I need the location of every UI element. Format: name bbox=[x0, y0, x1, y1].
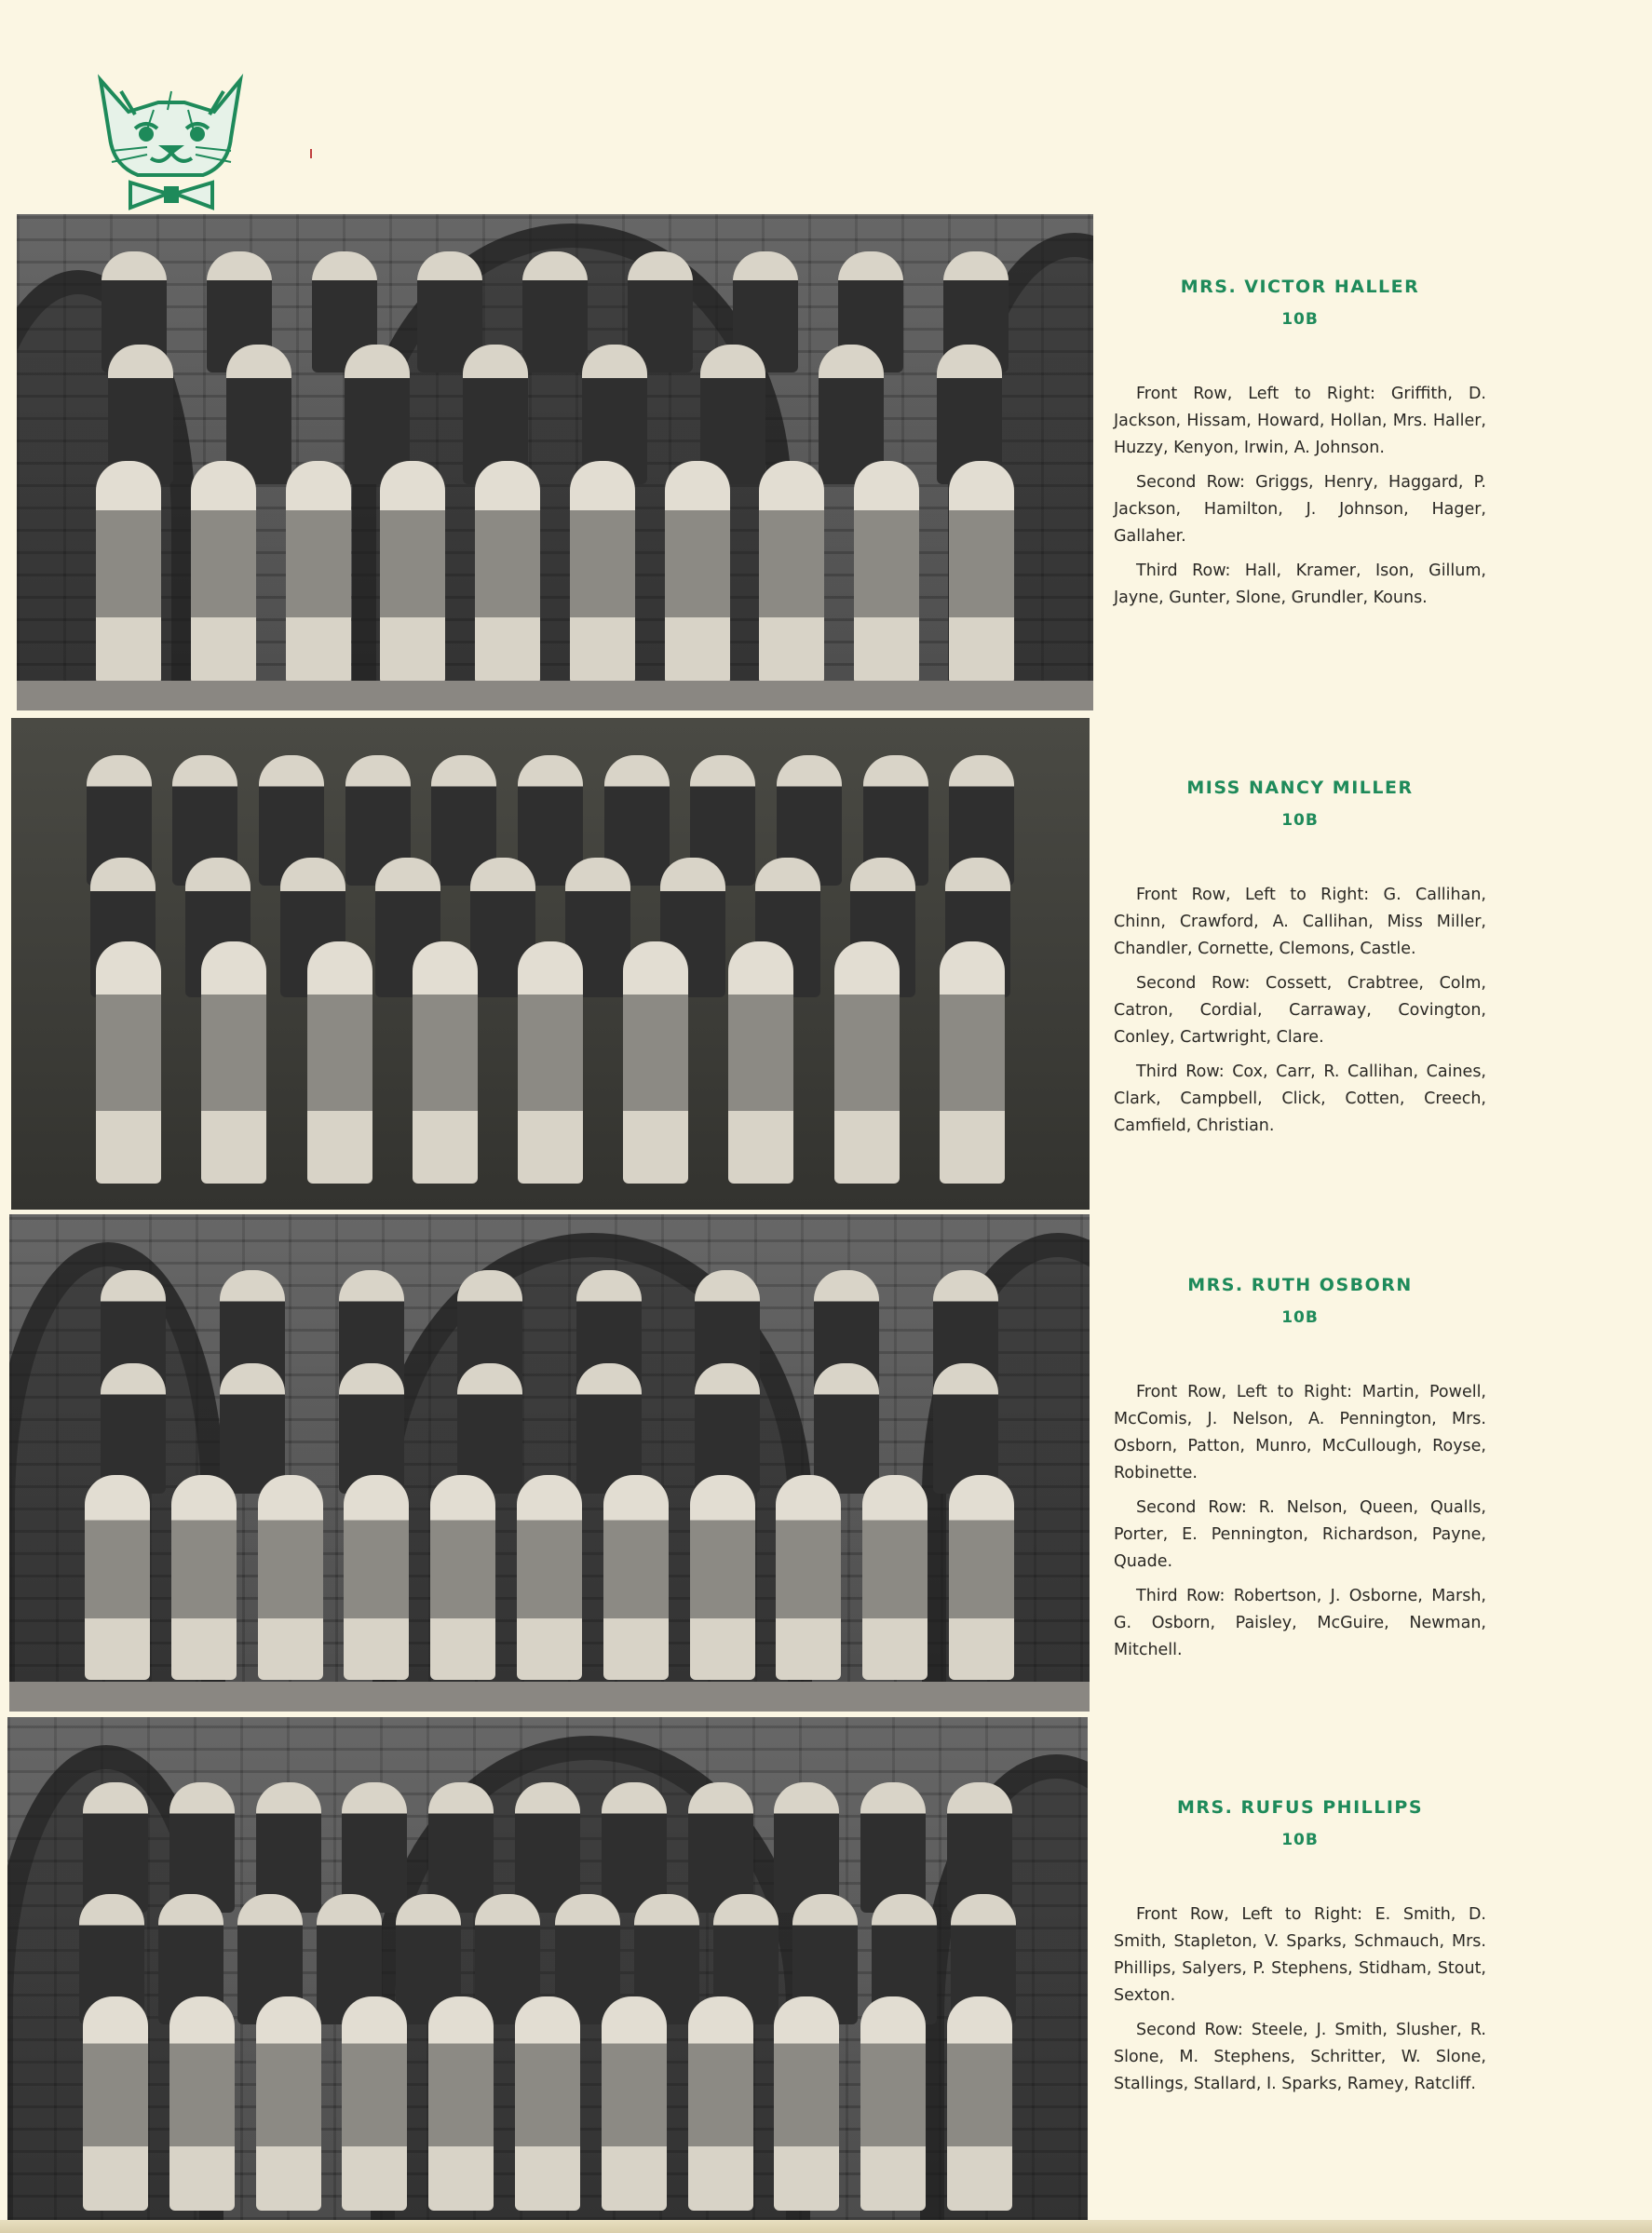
wildcat-head-icon bbox=[93, 73, 247, 212]
class-photo-phillips bbox=[7, 1717, 1088, 2220]
teacher-name: MISS NANCY MILLER bbox=[1186, 778, 1414, 798]
front-row-names: Front Row, Left to Right: Griffith, D. Jackson, Hissam, Howard, Hollan, Mrs. Haller, Huzzy, Kenyon, Irwin, A. Johnson. bbox=[1114, 385, 1486, 457]
page-edge bbox=[0, 2220, 1652, 2233]
grade-label: 10B bbox=[1281, 1308, 1319, 1327]
caption-haller bbox=[1114, 277, 1486, 619]
second-row-names: Second Row: R. Nelson, Queen, Qualls, Porter, E. Pennington, Richardson, Payne, Quade. bbox=[1114, 1498, 1486, 1571]
third-row-names: Third Row: Hall, Kramer, Ison, Gillum, Jayne, Gunter, Slone, Grundler, Kouns. bbox=[1114, 562, 1486, 607]
second-row-names: Second Row: Griggs, Henry, Haggard, P. Jackson, Hamilton, J. Johnson, Hager, Gallaher. bbox=[1114, 473, 1486, 546]
third-row-names: Third Row: Cox, Carr, R. Callihan, Caines, Clark, Campbell, Click, Cotten, Creech, Camfield, Christian. bbox=[1114, 1062, 1486, 1135]
grade-label: 10B bbox=[1281, 1831, 1319, 1849]
teacher-name: MRS. VICTOR HALLER bbox=[1180, 277, 1420, 297]
teacher-name: MRS. RUFUS PHILLIPS bbox=[1176, 1797, 1424, 1818]
front-row-names: Front Row, Left to Right: G. Callihan, Chinn, Crawford, A. Callihan, Miss Miller, Chandler, Cornette, Clemons, Castle. bbox=[1114, 886, 1486, 958]
second-row-names: Second Row: Steele, J. Smith, Slusher, R. Slone, M. Stephens, Schritter, W. Slone, Stallings, Stallard, I. Sparks, Ramey, Ratcliff. bbox=[1114, 2021, 1486, 2093]
third-row-names: Third Row: Robertson, J. Osborne, Marsh, G. Osborn, Paisley, McGuire, Newman, Mitchell. bbox=[1114, 1587, 1486, 1659]
grade-label: 10B bbox=[1281, 811, 1319, 830]
front-row-names: Front Row, Left to Right: E. Smith, D. Smith, Stapleton, V. Sparks, Schmauch, Mrs. Phillips, Salyers, P. Stephens, Stidham, Stout, Sexton. bbox=[1114, 1905, 1486, 2005]
front-row-names: Front Row, Left to Right: Martin, Powell, McComis, J. Nelson, A. Pennington, Mrs. Osborn, Patton, Munro, McCullough, Royse, Robinette. bbox=[1114, 1383, 1486, 1482]
class-photo-miller bbox=[11, 718, 1090, 1210]
class-photo-haller bbox=[17, 214, 1093, 710]
caption-osborn bbox=[1114, 1275, 1486, 1671]
caption-phillips bbox=[1114, 1797, 1486, 2105]
ink-mark bbox=[310, 149, 312, 158]
class-photo-osborn bbox=[9, 1214, 1090, 1712]
grade-label: 10B bbox=[1281, 310, 1319, 329]
second-row-names: Second Row: Cossett, Crabtree, Colm, Catron, Cordial, Carraway, Covington, Conley, Cartwright, Clare. bbox=[1114, 974, 1486, 1047]
caption-miller bbox=[1114, 778, 1486, 1147]
teacher-name: MRS. RUTH OSBORN bbox=[1187, 1275, 1413, 1295]
